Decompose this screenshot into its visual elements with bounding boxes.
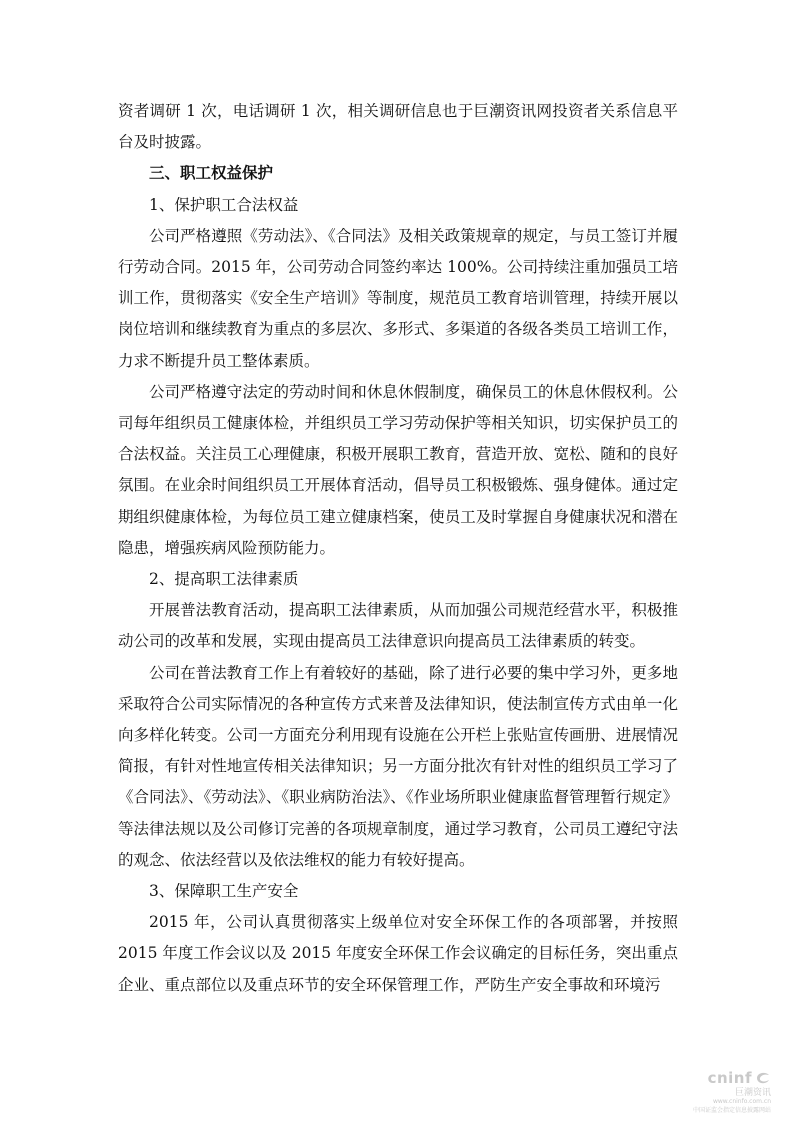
subheading-legal-quality: 2、提高职工法律素质 — [149, 570, 299, 589]
cninfo-swirl-icon — [755, 1071, 771, 1085]
paragraph-legal-publicity: 公司在普法教育工作上有着较好的基础，除了进行必要的集中学习外，更多地采取符合公司实际情况的各种宣传方式来普及法律知识，使法制宣传方式由单一化向多样化转变。公司一方面充分利用现有设施在公开栏上张贴宣传画册、进展情况简报，有针对性地宣传相关法律知识；另一方面分批次有针对性的组织员工学习了《合同法》、《劳动法》、《职业病防治法》、《作业场所职业健康监督管理暂行规定》等法律法规以及公司修订完善的各项规章制度，通过学习教育，公司员工遵纪守法的观念、依法经营以及依法维权的能力有较好提高。 — [118, 663, 678, 869]
section-heading-employee-rights: 三、职工权益保护 — [149, 164, 274, 183]
watermark-footer: 中国证监会指定信息披露网站 — [692, 1107, 771, 1114]
document-body — [118, 96, 678, 1001]
paragraph-rest-health: 公司严格遵守法定的劳动时间和休息休假制度，确保员工的休息休假权利。公司每年组织员工健康体检，并组织员工学习劳动保护等相关知识，切实保护员工的合法权益。关注员工心理健康，积极开展职工教育，营造开放、宽松、随和的良好氛围。在业余时间组织员工开展体育活动，倡导员工积极锻炼、强身健体。通过定期组织健康体检，为每位员工建立健康档案，使员工及时掌握自身健康状况和潜在隐患，增强疾病风险预防能力。 — [118, 382, 678, 557]
paragraph-safety-2015: 2015 年，公司认真贯彻落实上级单位对安全环保工作的各项部署，并按照 2015 年度工作会议以及 2015 年度安全环保工作会议确定的目标任务，突出重点企业、重点部位以及重点环节的安全环保管理工作，严防生产安全事故和环境污 — [118, 913, 678, 994]
watermark-logo-text: cninf — [707, 1069, 752, 1087]
paragraph-legal-education: 开展普法教育活动，提高职工法律素质，从而加强公司规范经营水平，积极推动公司的改革和发展，实现由提高员工法律意识向提高员工法律素质的转变。 — [118, 601, 678, 651]
cninfo-watermark — [671, 1068, 771, 1114]
subheading-protect-rights: 1、保护职工合法权益 — [149, 195, 299, 214]
watermark-cn: 巨潮资讯 — [734, 1088, 771, 1098]
watermark-url: www.cninfo.com.cn — [712, 1098, 771, 1105]
subheading-production-safety: 3、保障职工生产安全 — [149, 882, 299, 901]
paragraph-labor-contract: 公司严格遵照《劳动法》、《合同法》及相关政策规章的规定，与员工签订并履行劳动合同。2015 年，公司劳动合同签约率达 100%。公司持续注重加强员工培训工作，贯彻落实《安全生产培训》等制度，规范员工教育培训管理，持续开展以岗位培训和继续教育为重点的多层次、多形式、多渠道的各级各类员工培训工作，力求不断提升员工整体素质。 — [118, 226, 678, 370]
paragraph-continuation: 资者调研 1 次，电话调研 1 次，相关调研信息也于巨潮资讯网投资者关系信息平台及时披露。 — [118, 102, 678, 152]
